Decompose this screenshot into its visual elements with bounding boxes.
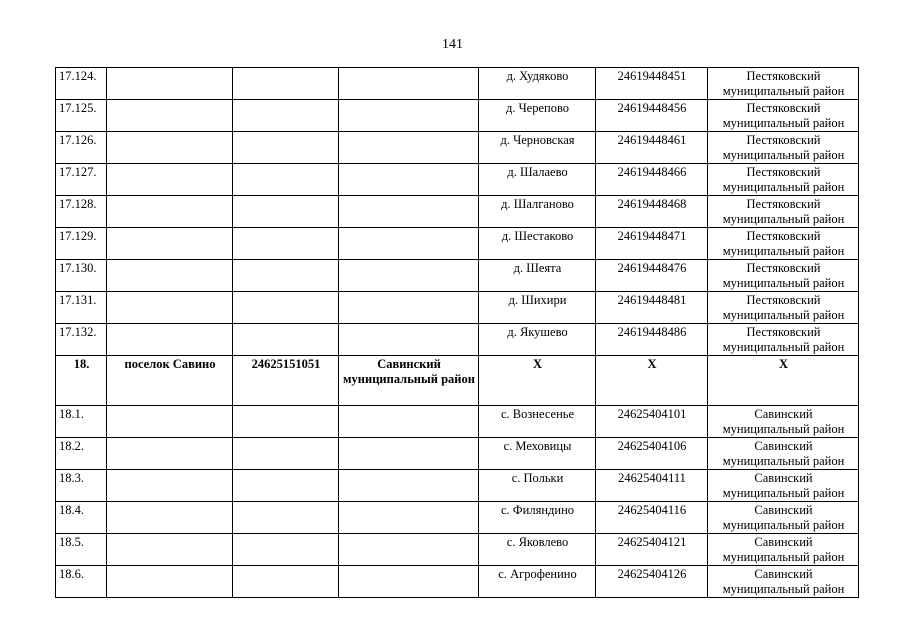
empty-cell (233, 228, 339, 260)
table-row (56, 534, 859, 566)
district-name: Пестяковский муниципальный район (708, 260, 859, 292)
settlement-code: 24619448468 (596, 196, 708, 228)
settlement-name: с. Польки (479, 470, 596, 502)
empty-cell (233, 196, 339, 228)
settlement-name: с. Меховицы (479, 438, 596, 470)
row-number: 18.1. (56, 406, 107, 438)
table-row (56, 292, 859, 324)
settlement-code: 24625404116 (596, 502, 708, 534)
settlement-name: с. Яковлево (479, 534, 596, 566)
empty-cell (107, 292, 233, 324)
empty-cell (233, 164, 339, 196)
empty-cell (339, 260, 479, 292)
settlement-name: с. Филяндино (479, 502, 596, 534)
table-row (56, 502, 859, 534)
group-x-code: X (596, 356, 708, 406)
group-district: Савинский муниципальный район (339, 356, 479, 406)
row-number: 18.2. (56, 438, 107, 470)
empty-cell (107, 406, 233, 438)
empty-cell (233, 100, 339, 132)
group-x-district: X (708, 356, 859, 406)
empty-cell (233, 132, 339, 164)
table-row (56, 324, 859, 356)
settlement-code: 24619448481 (596, 292, 708, 324)
table-row (56, 164, 859, 196)
settlement-name: д. Шалганово (479, 196, 596, 228)
empty-cell (339, 132, 479, 164)
empty-cell (107, 438, 233, 470)
settlement-name: д. Якушево (479, 324, 596, 356)
settlement-name: д. Черепово (479, 100, 596, 132)
empty-cell (339, 100, 479, 132)
table-row (56, 470, 859, 502)
empty-cell (107, 228, 233, 260)
empty-cell (233, 68, 339, 100)
empty-cell (233, 406, 339, 438)
district-name: Савинский муниципальный район (708, 502, 859, 534)
page-number: 141 (442, 37, 463, 52)
district-name: Пестяковский муниципальный район (708, 228, 859, 260)
empty-cell (107, 566, 233, 598)
empty-cell (233, 260, 339, 292)
district-name: Пестяковский муниципальный район (708, 196, 859, 228)
empty-cell (107, 164, 233, 196)
table-row (56, 228, 859, 260)
group-code: 24625151051 (233, 356, 339, 406)
district-name: Савинский муниципальный район (708, 438, 859, 470)
table-row (56, 68, 859, 100)
settlement-code: 24619448476 (596, 260, 708, 292)
table-row-group-18 (56, 356, 859, 406)
settlement-name: д. Шалаево (479, 164, 596, 196)
settlement-code: 24619448451 (596, 68, 708, 100)
empty-cell (339, 164, 479, 196)
settlement-code: 24625404111 (596, 470, 708, 502)
district-name: Пестяковский муниципальный район (708, 324, 859, 356)
district-name: Пестяковский муниципальный район (708, 132, 859, 164)
row-number: 18.4. (56, 502, 107, 534)
empty-cell (233, 438, 339, 470)
empty-cell (339, 534, 479, 566)
empty-cell (339, 438, 479, 470)
empty-cell (107, 470, 233, 502)
settlement-code: 24619448456 (596, 100, 708, 132)
group-settlement-name: поселок Савино (107, 356, 233, 406)
empty-cell (107, 196, 233, 228)
settlement-name: д. Шестаково (479, 228, 596, 260)
table-row (56, 196, 859, 228)
empty-cell (107, 100, 233, 132)
settlement-code: 24625404126 (596, 566, 708, 598)
settlement-code: 24625404106 (596, 438, 708, 470)
row-number: 18.3. (56, 470, 107, 502)
empty-cell (107, 502, 233, 534)
district-name: Пестяковский муниципальный район (708, 292, 859, 324)
empty-cell (107, 68, 233, 100)
row-number: 17.128. (56, 196, 107, 228)
empty-cell (233, 534, 339, 566)
empty-cell (339, 68, 479, 100)
table-row (56, 132, 859, 164)
empty-cell (339, 292, 479, 324)
empty-cell (339, 502, 479, 534)
empty-cell (107, 534, 233, 566)
row-number: 18.6. (56, 566, 107, 598)
empty-cell (339, 470, 479, 502)
empty-cell (233, 502, 339, 534)
row-number: 17.126. (56, 132, 107, 164)
settlement-name: д. Шеята (479, 260, 596, 292)
district-name: Пестяковский муниципальный район (708, 68, 859, 100)
district-name: Савинский муниципальный район (708, 470, 859, 502)
empty-cell (233, 566, 339, 598)
empty-cell (233, 292, 339, 324)
table-row (56, 406, 859, 438)
district-name: Савинский муниципальный район (708, 406, 859, 438)
row-number: 17.127. (56, 164, 107, 196)
group-x-settlement: X (479, 356, 596, 406)
district-name: Пестяковский муниципальный район (708, 164, 859, 196)
district-name: Пестяковский муниципальный район (708, 100, 859, 132)
settlements-table (55, 67, 859, 598)
empty-cell (339, 196, 479, 228)
table-row (56, 438, 859, 470)
row-number: 17.132. (56, 324, 107, 356)
settlement-code: 24619448466 (596, 164, 708, 196)
settlement-code: 24619448461 (596, 132, 708, 164)
settlement-code: 24625404121 (596, 534, 708, 566)
settlement-code: 24619448471 (596, 228, 708, 260)
row-number: 17.130. (56, 260, 107, 292)
row-number: 17.124. (56, 68, 107, 100)
row-number: 18.5. (56, 534, 107, 566)
empty-cell (339, 324, 479, 356)
settlement-name: д. Худяково (479, 68, 596, 100)
settlement-name: д. Шихири (479, 292, 596, 324)
row-number: 17.125. (56, 100, 107, 132)
settlement-name: с. Агрофенино (479, 566, 596, 598)
empty-cell (339, 566, 479, 598)
empty-cell (233, 324, 339, 356)
table-row (56, 260, 859, 292)
empty-cell (107, 324, 233, 356)
empty-cell (107, 260, 233, 292)
settlement-code: 24625404101 (596, 406, 708, 438)
table-row (56, 100, 859, 132)
row-number: 17.131. (56, 292, 107, 324)
table-row (56, 566, 859, 598)
empty-cell (107, 132, 233, 164)
row-number: 17.129. (56, 228, 107, 260)
settlement-name: д. Черновская (479, 132, 596, 164)
empty-cell (339, 406, 479, 438)
settlement-name: с. Вознесенье (479, 406, 596, 438)
empty-cell (233, 470, 339, 502)
district-name: Савинский муниципальный район (708, 534, 859, 566)
empty-cell (339, 228, 479, 260)
settlement-code: 24619448486 (596, 324, 708, 356)
district-name: Савинский муниципальный район (708, 566, 859, 598)
group-number: 18. (56, 356, 107, 406)
